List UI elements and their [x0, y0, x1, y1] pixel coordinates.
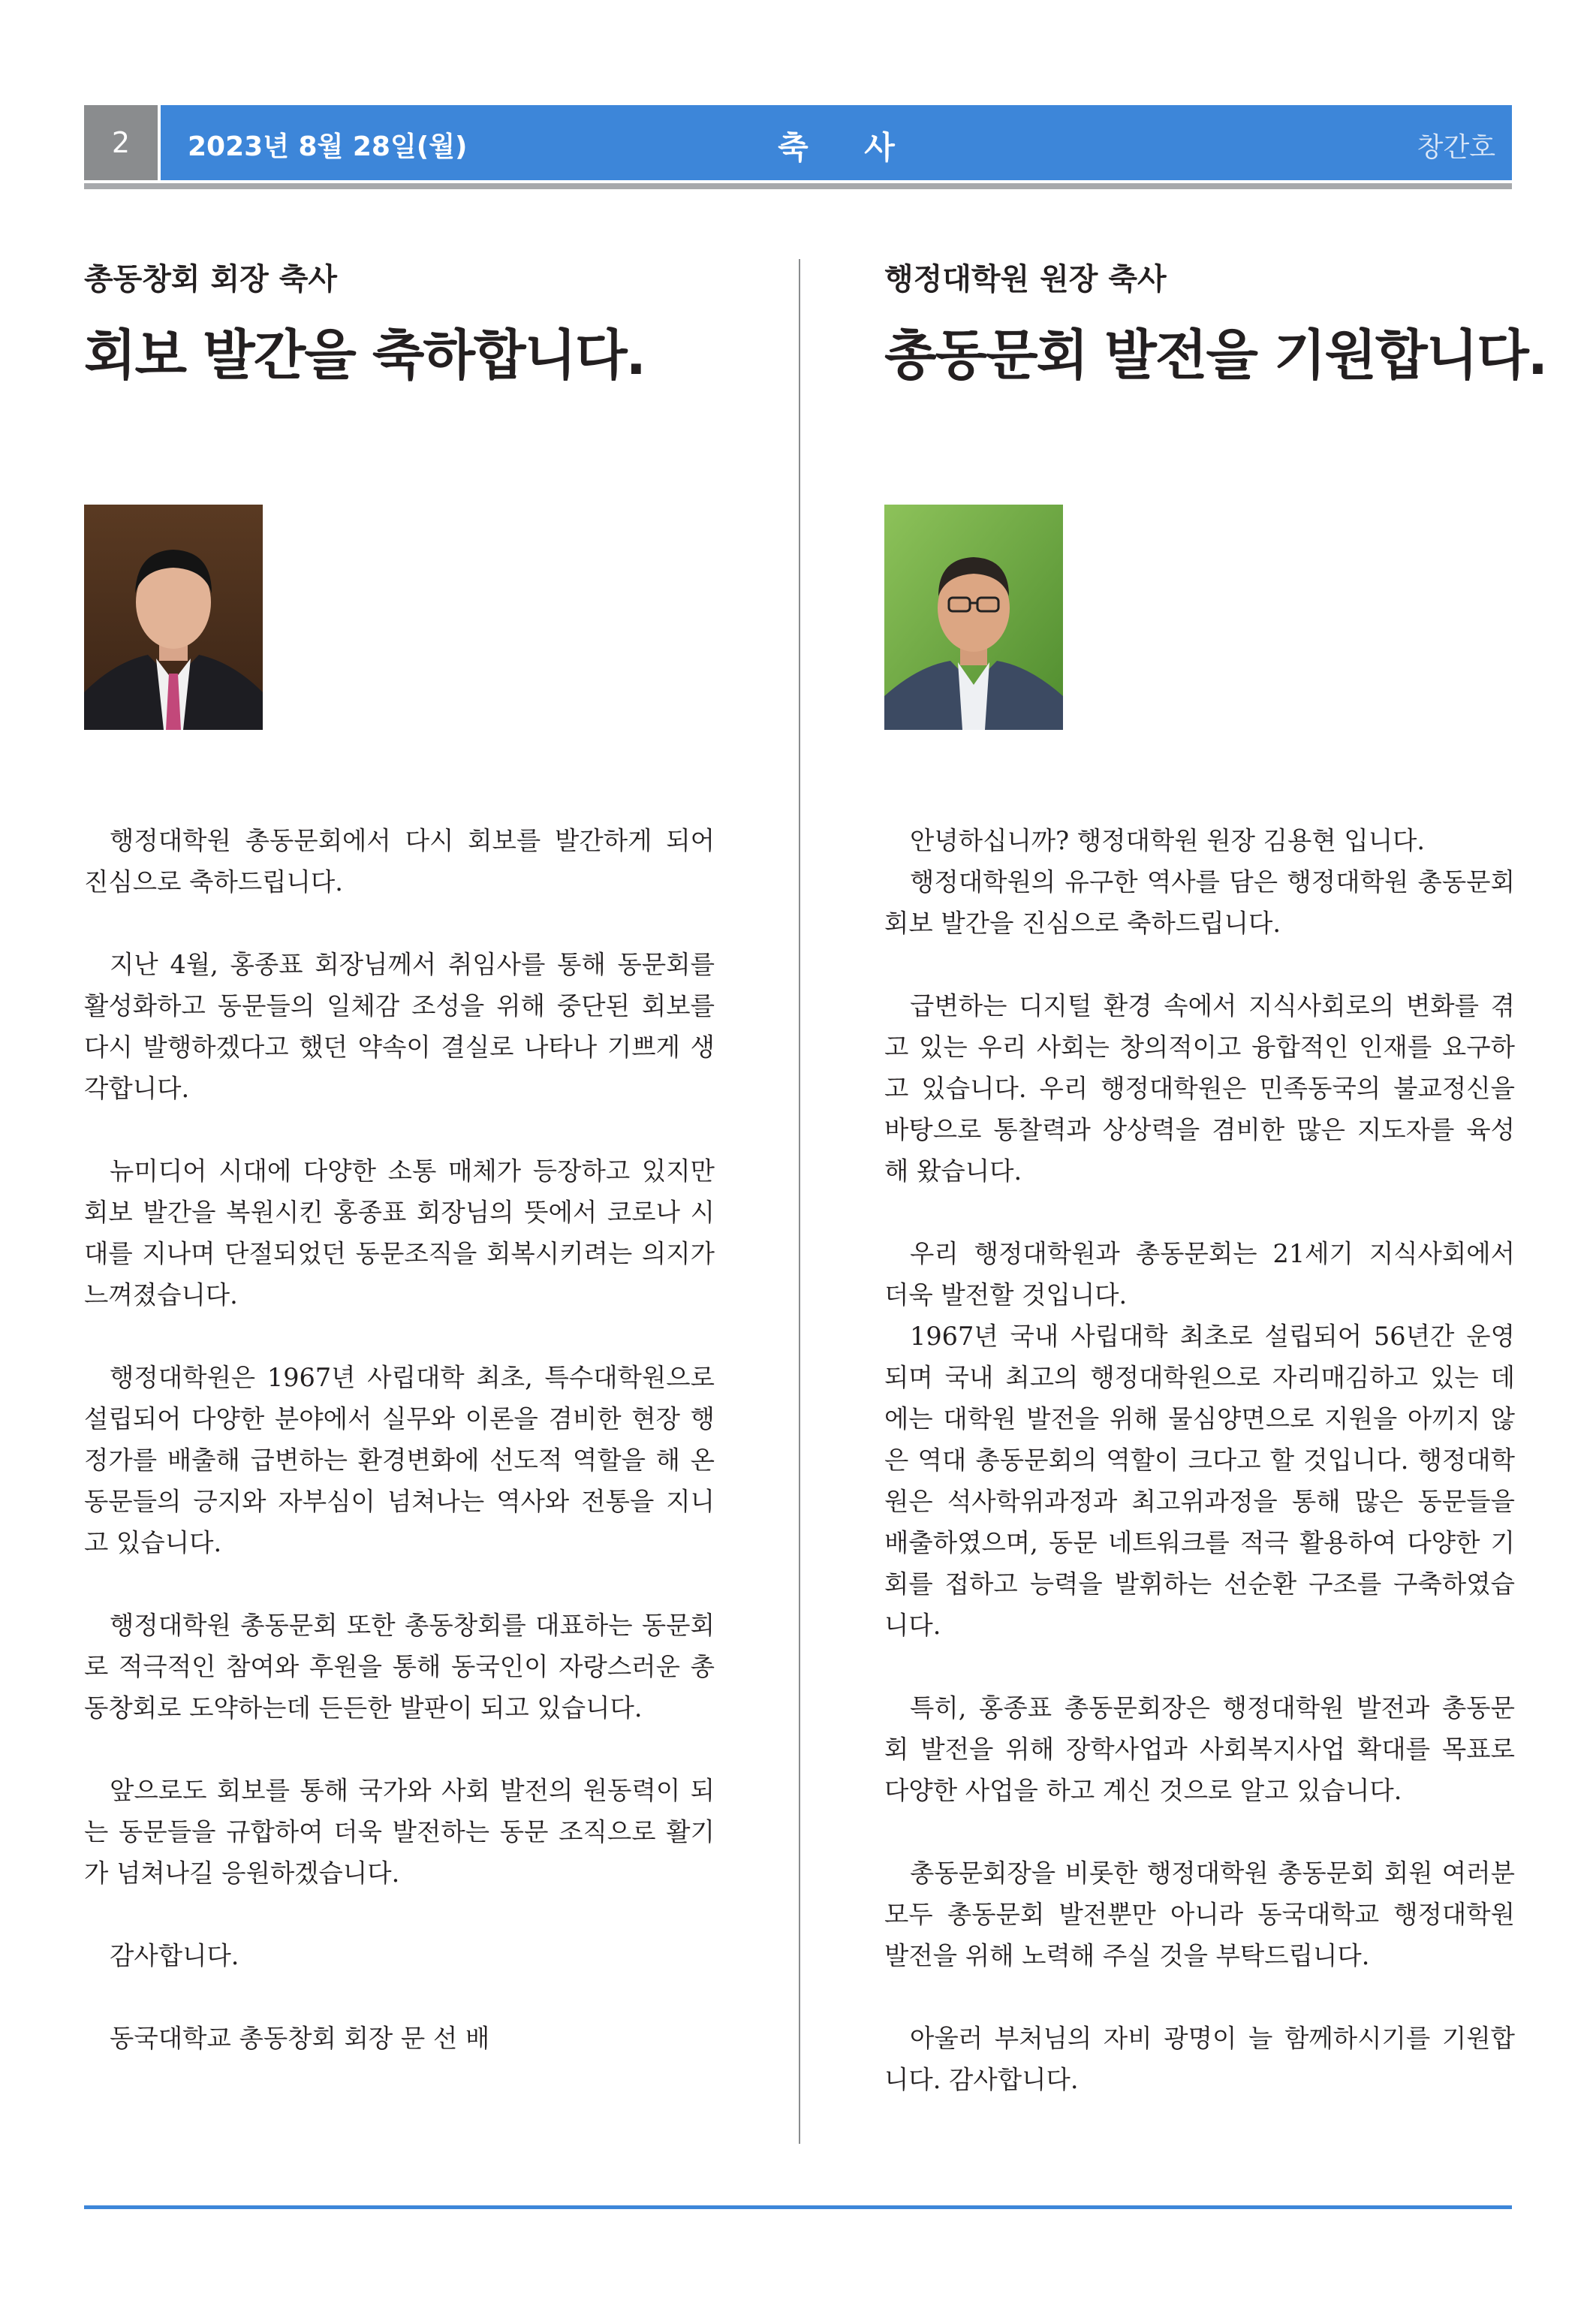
paragraph: 뉴미디어 시대에 다양한 소통 매체가 등장하고 있지만 회보 발간을 복원시킨 홍종표 회장님의 뜻에서 코로나 시대를 지나며 단절되었던 동문조직을 회복시키려는 의지가 느껴졌습니다. — [84, 1156, 715, 1310]
paragraph: 안녕하십니까? 행정대학원 원장 김용현 입니다. — [910, 826, 1426, 855]
paragraph: 행정대학원은 1967년 사립대학 최초, 특수대학원으로 설립되어 다양한 분야에서 실무와 이론을 겸비한 현장 행정가를 배출해 급변하는 환경변화에 선도적 역할을 해 온 동문들의 긍지와 자부심이 넘쳐나는 역사와 전통을 지니고 있습니다. — [84, 1363, 715, 1557]
page-number: 2 — [84, 105, 158, 180]
paragraph: 아울러 부처님의 자비 광명이 늘 함께하시기를 기원합니다. 감사합니다. — [884, 2024, 1515, 2094]
portrait-man-glasses-image — [884, 505, 1063, 730]
section-title: 축 사 — [778, 129, 917, 166]
paragraph: 급변하는 디지털 환경 속에서 지식사회로의 변화를 겪고 있는 우리 사회는 창의적이고 융합적인 인재를 요구하고 있습니다. 우리 행정대학원은 민족동국의 불교정신을 바탕으로 통찰력과 상상력을 겸비한 많은 지도자를 육성해 왔습니다. — [884, 991, 1515, 1186]
column-divider — [799, 259, 800, 2144]
paragraph: 행정대학원 총동문회 또한 총동창회를 대표하는 동문회로 적극적인 참여와 후원을 통해 동국인이 자랑스러운 총동창회로 도약하는데 든든한 발판이 되고 있습니다. — [84, 1611, 715, 1723]
paragraph: 앞으로도 회보를 통해 국가와 사회 발전의 원동력이 되는 동문들을 규합하여 더욱 발전하는 동문 조직으로 활기가 넘쳐나길 응원하겠습니다. — [84, 1776, 715, 1888]
paragraph: 총동문회장을 비롯한 행정대학원 총동문회 회원 여러분 모두 총동문회 발전뿐만 아니라 동국대학교 행정대학원 발전을 위해 노력해 주실 것을 부탁드립니다. — [884, 1858, 1515, 1970]
left-body — [84, 820, 715, 2100]
left-portrait-photo — [84, 505, 263, 730]
header-band — [161, 105, 1512, 180]
footer-rule — [84, 2205, 1512, 2209]
page-header — [84, 105, 1512, 180]
paragraph: 행정대학원의 유구한 역사를 담은 행정대학원 총동문회 회보 발간을 진심으로 축하드립니다. — [884, 867, 1515, 938]
paragraph: 1967년 국내 사립대학 최초로 설립되어 56년간 운영되며 국내 최고의 행정대학원으로 자리매김하고 있는 데에는 대학원 발전을 위해 물심양면으로 지원을 아끼지 않은 역대 총동문회의 역할이 크다고 할 것입니다. 행정대학원은 석사학위과정과 최고위과정을 통해 많은 동문들을 배출하였으며, 동문 네트워크를 적극 활용하여 다양한 기회를 접하고 능력을 발휘하는 선순환 구조를 구축하였습니다. — [884, 1322, 1515, 1640]
right-headline: 총동문회 발전을 기원합니다. — [884, 324, 1547, 387]
paragraph: 지난 4월, 홍종표 회장님께서 취임사를 통해 동문회를 활성화하고 동문들의 일체감 조성을 위해 중단된 회보를 다시 발행하겠다고 했던 약속이 결실로 나타나 기쁘게 생각합니다. — [84, 950, 715, 1103]
portrait-man-suit-image — [84, 505, 263, 730]
left-headline: 회보 발간을 축하합니다. — [84, 324, 646, 387]
issue-label: 창간호 — [1417, 132, 1495, 163]
right-portrait-photo — [884, 505, 1063, 730]
paragraph: 감사합니다. — [110, 1941, 239, 1970]
header-rule — [84, 183, 1512, 189]
paragraph: 행정대학원 총동문회에서 다시 회보를 발간하게 되어 진심으로 축하드립니다. — [84, 826, 715, 897]
issue-date: 2023년 8월 28일(월) — [188, 131, 468, 162]
signature-line: 동국대학교 총동창회 회장 문 선 배 — [110, 2024, 490, 2053]
left-kicker: 총동창회 회장 축사 — [84, 262, 337, 297]
right-body — [884, 820, 1515, 2142]
paragraph: 특히, 홍종표 총동문회장은 행정대학원 발전과 총동문회 발전을 위해 장학사업과 사회복지사업 확대를 목표로 다양한 사업을 하고 계신 것으로 알고 있습니다. — [884, 1693, 1515, 1805]
right-kicker: 행정대학원 원장 축사 — [884, 262, 1167, 297]
paragraph: 우리 행정대학원과 총동문회는 21세기 지식사회에서 더욱 발전할 것입니다. — [884, 1239, 1515, 1310]
